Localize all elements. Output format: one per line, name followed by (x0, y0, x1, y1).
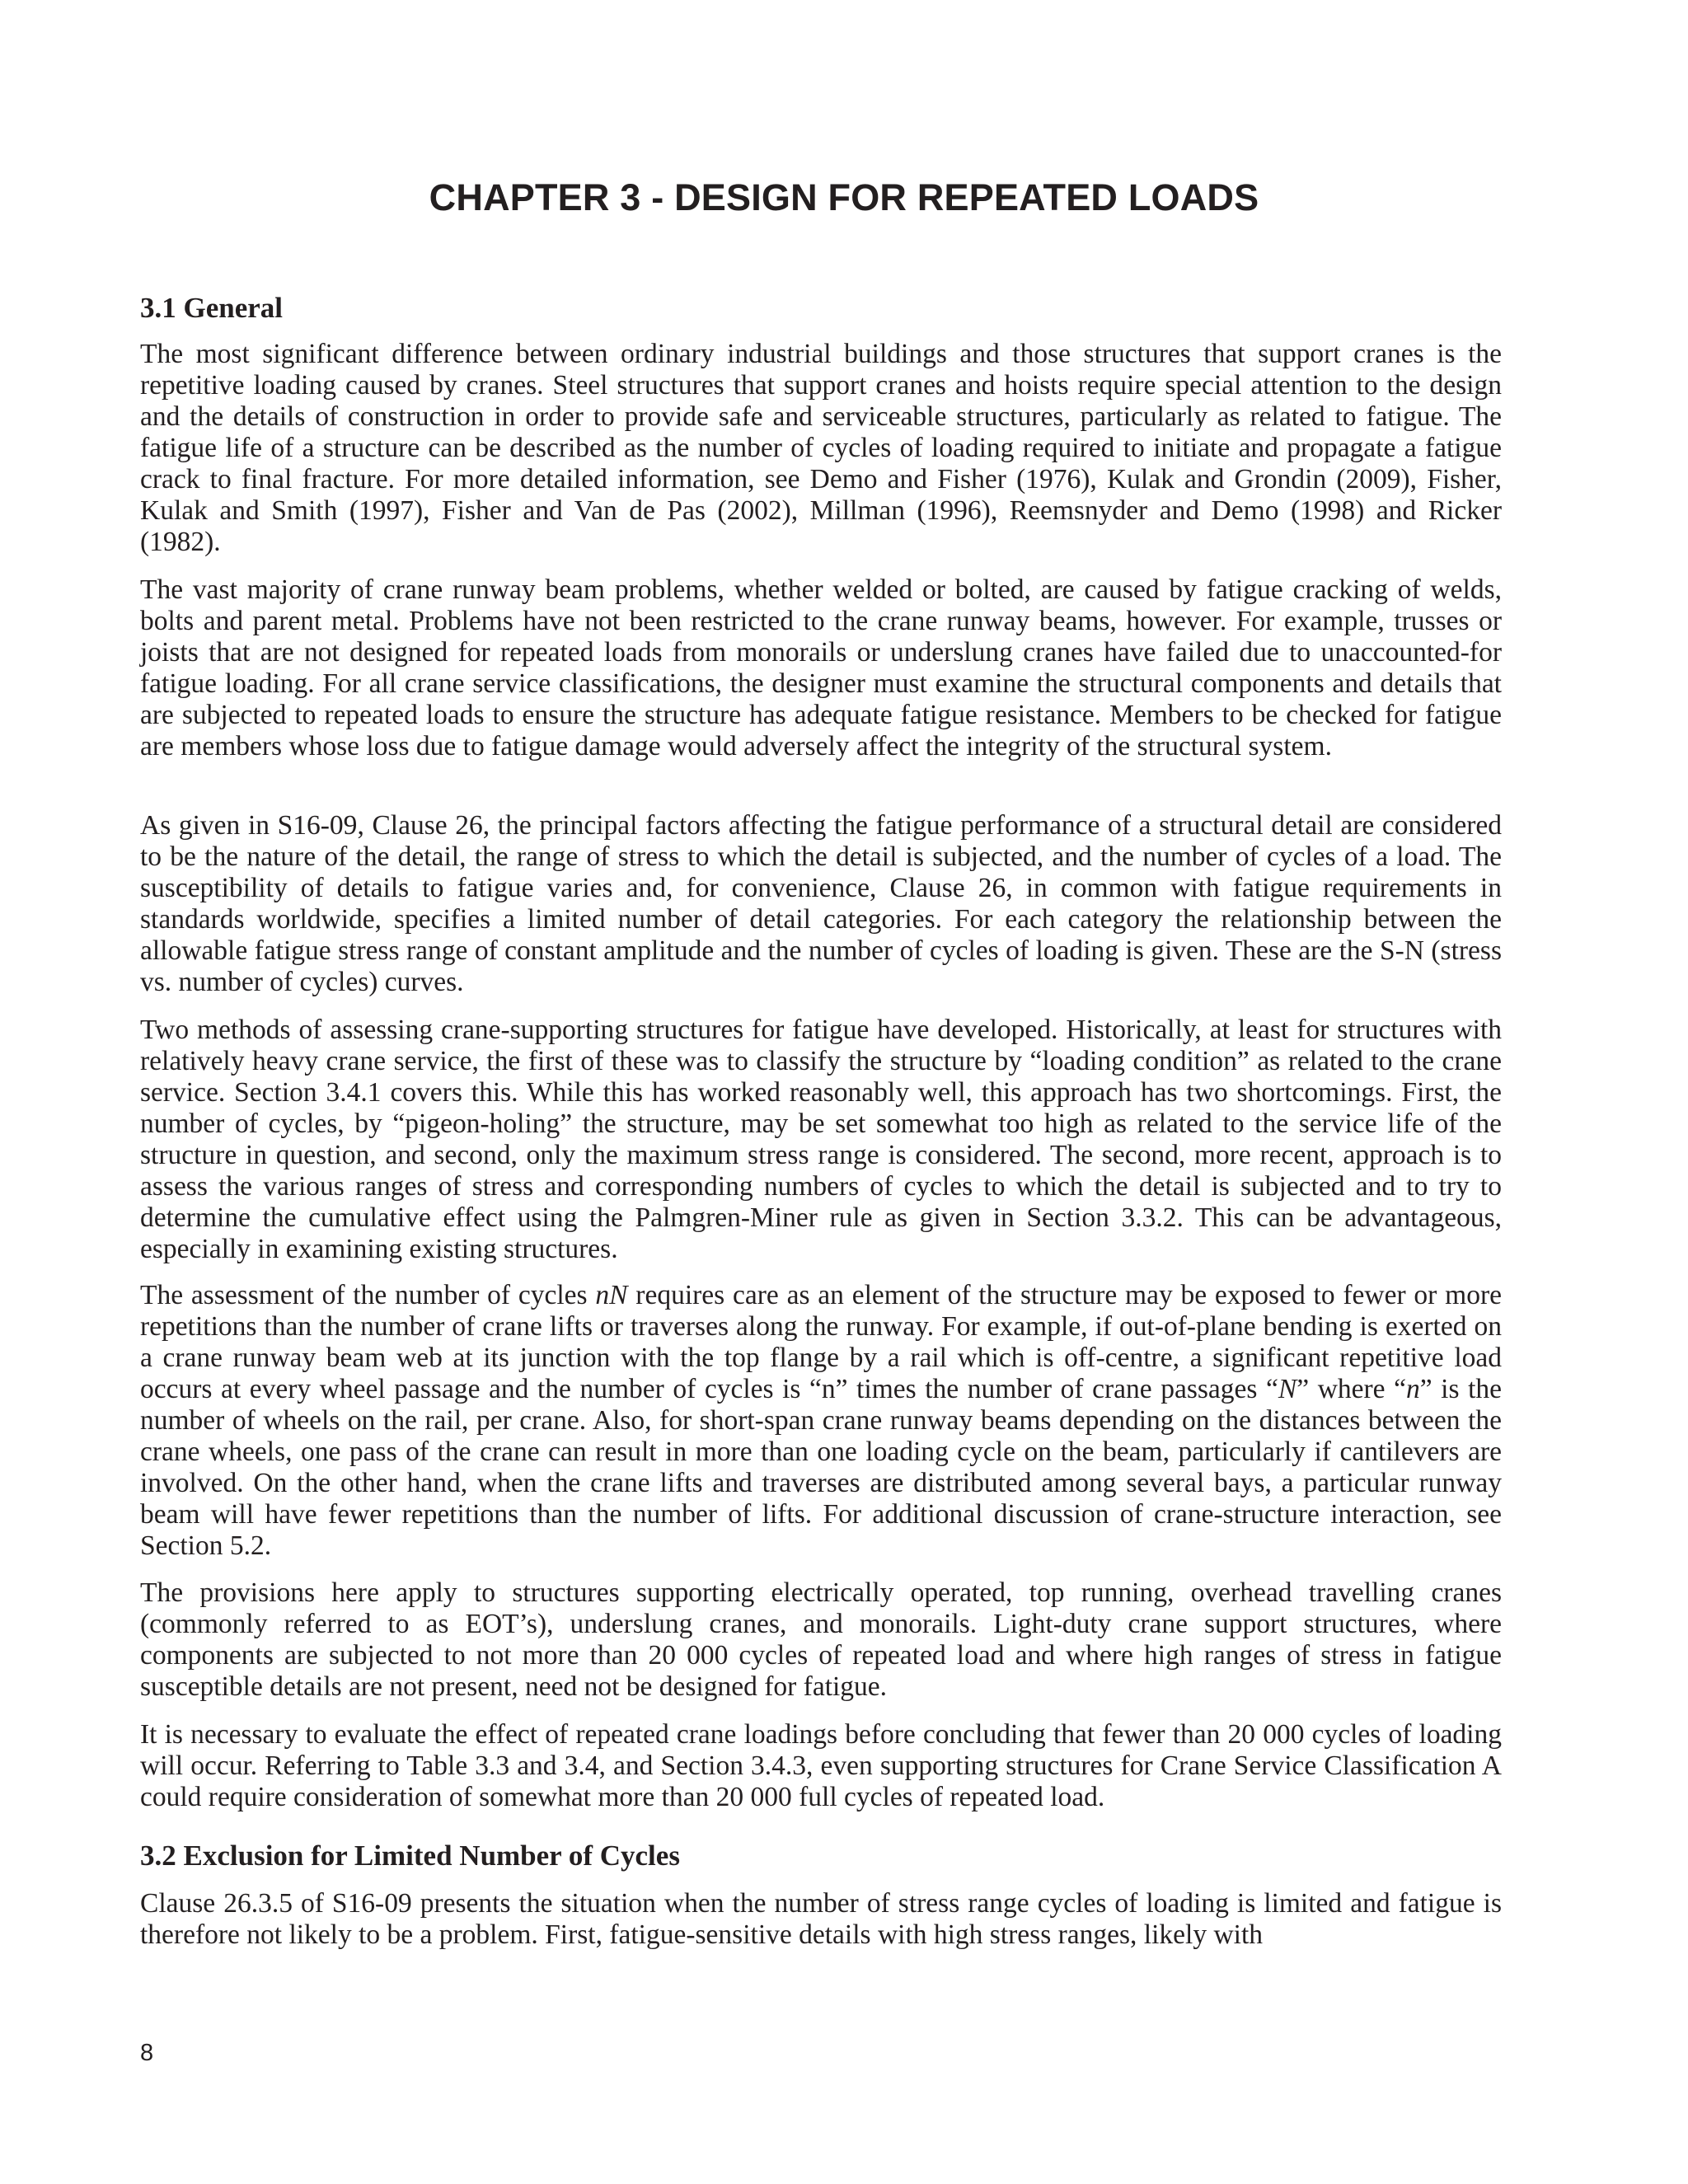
paragraph-general-7: It is necessary to evaluate the effect of repeated crane loadings before concluding that fewer than 20 000 cycles of loading will occur. Referring to Table 3.3 and 3.4, and Section 3.4.3, even supporting structures for Crane Service Classification A could require consideration of somewhat more than 20 000 full cycles of repeated load. (140, 1719, 1502, 1812)
paragraph-general-1: The most significant difference between ordinary industrial buildings and those structures that support cranes is the repetitive loading caused by cranes. Steel structures that support cranes and hoists require special attention to the design and the details of construction in order to provide safe and serviceable structures, particularly as related to fatigue. The fatigue life of a structure can be described as the number of cycles of loading required to initiate and propagate a fatigue crack to final fracture. For more detailed information, see Demo and Fisher (1976), Kulak and Grondin (2009), Fisher, Kulak and Smith (1997), Fisher and Van de Pas (2002), Millman (1996), Reemsnyder and Demo (1998) and Ricker (1982). (140, 339, 1502, 557)
paragraph-5-text-d: ” is the number of wheels on the rail, per crane. Also, for short-span crane runway beams depending on the distances between the crane wheels, one pass of the crane can result in more than one loading cycle on the beam, particularly if cantilevers are involved. On the other hand, when the crane lifts and traverses are distributed among several bays, a particular runway beam will have fewer repetitions than the number of lifts. For additional discussion of crane-structure interaction, see Section 5.2. (140, 1374, 1503, 1561)
paragraph-5-text-a: The assessment of the number of cycles (140, 1280, 596, 1310)
page-number: 8 (140, 2040, 154, 2066)
section-heading-3-1: 3.1 General (140, 292, 284, 324)
paragraph-general-2: The vast majority of crane runway beam problems, whether welded or bolted, are caused by fatigue cracking of welds, bolts and parent metal. Problems have not been restricted to the crane runway beams, however. For example, trusses or joists that are not designed for repeated loads from monorails or underslung cranes have failed due to unaccounted-for fatigue loading. For all crane service classifications, the designer must examine the structural components and details that are subjected to repeated loads to ensure the structure has adequate fatigue resistance. Members to be checked for fatigue are members whose loss due to fatigue damage would adversely affect the integrity of the structural system. (140, 574, 1502, 762)
paragraph-general-6: The provisions here apply to structures supporting electrically operated, top running, overhead travelling cranes (commonly referred to as EOT’s), underslung cranes, and monorails. Light-duty crane support structures, where components are subjected to not more than 20 000 cycles of repeated load and where high ranges of stress in fatigue susceptible details are not present, need not be designed for fatigue. (140, 1577, 1502, 1702)
paragraph-5-text-c: ” where “ (1296, 1374, 1406, 1404)
paragraph-general-4: Two methods of assessing crane-supporting structures for fatigue have developed. Historically, at least for structures with relatively heavy crane service, the first of these was to classify the structure by “loading condition” as related to the crane service. Section 3.4.1 covers this. While this has worked reasonably well, this approach has two shortcomings. First, the number of cycles, by “pigeon-holing” the structure, may be set somewhat too high as related to the service life of the structure in question, and second, only the maximum stress range is considered. The second, more recent, approach is to assess the various ranges of stress and corresponding numbers of cycles to which the detail is subjected and to try to determine the cumulative effect using the Palmgren-Miner rule as given in Section 3.3.2. This can be advantageous, especially in examining existing structures. (140, 1015, 1502, 1264)
symbol-N: N (1278, 1374, 1297, 1404)
symbol-n: n (1405, 1374, 1420, 1404)
chapter-title: CHAPTER 3 - DESIGN FOR REPEATED LOADS (429, 176, 1259, 218)
section-heading-3-2: 3.2 Exclusion for Limited Number of Cycles (140, 1840, 680, 1872)
symbol-nN: nN (595, 1280, 628, 1310)
paragraph-5-text-b: requires care as an element of the structure may be exposed to fewer or more repetitions than the number of crane lifts or traverses along the runway. For example, if out-of-plane bending is exerted on a crane runway beam web at its junction with the top flange by a rail which is off-centre, a significant repetitive load occurs at every wheel passage and the number of cycles is “n” times the number of crane passages “ (140, 1280, 1502, 1404)
paragraph-general-5 (140, 1280, 1502, 1562)
paragraph-exclusion: Clause 26.3.5 of S16-09 presents the situation when the number of stress range cycles of loading is limited and fatigue is therefore not likely to be a problem. First, fatigue-sensitive details with high stress ranges, likely with (140, 1888, 1502, 1950)
paragraph-general-3: As given in S16-09, Clause 26, the principal factors affecting the fatigue performance of a structural detail are considered to be the nature of the detail, the range of stress to which the detail is subjected, and the number of cycles of a load. The susceptibility of details to fatigue varies and, for convenience, Clause 26, in common with fatigue requirements in standards worldwide, specifies a limited number of detail categories. For each category the relationship between the allowable fatigue stress range of constant amplitude and the number of cycles of loading is given. These are the S-N (stress vs. number of cycles) curves. (140, 810, 1502, 997)
